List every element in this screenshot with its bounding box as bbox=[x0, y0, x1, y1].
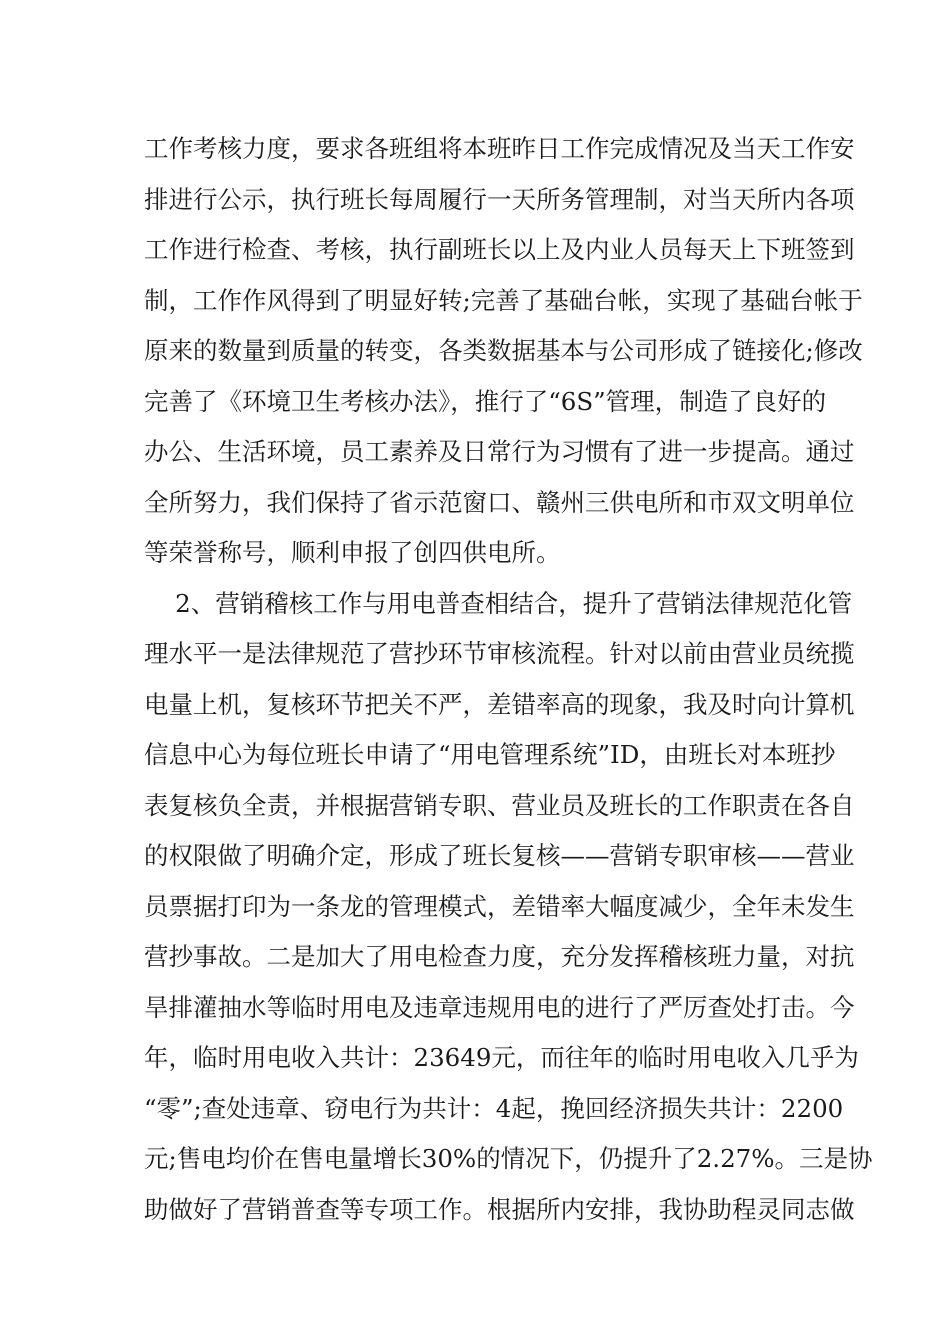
text-line: 排进行公示，执行班长每周履行一天所务管理制，对当天所内各项 bbox=[144, 184, 855, 214]
text-line: 助做好了营销普查等专项工作。根据所内安排，我协助程灵同志做 bbox=[144, 1194, 855, 1224]
paragraph-2 bbox=[144, 579, 873, 1236]
text-line: “零”;查处违章、窃电行为共计：4起，挽回经济损失共计：2200 bbox=[144, 1093, 844, 1123]
text-line: 完善了《环境卫生考核办法》，推行了“6S”管理，制造了良好的 bbox=[144, 386, 827, 416]
text-line: 2、营销稽核工作与用电普查相结合，提升了营销法律规范化管 bbox=[144, 588, 853, 618]
text-line: 原来的数量到质量的转变，各类数据基本与公司形成了链接化;修改 bbox=[144, 336, 863, 365]
text-line: 年，临时用电收入共计：23649元，而往年的临时用电收入几乎为 bbox=[144, 1043, 859, 1072]
text-line: 全所努力，我们保持了省示范窗口、赣州三供电所和市双文明单位 bbox=[144, 487, 855, 517]
text-line: 办公、生活环境，员工素养及日常行为习惯有了进一步提高。通过 bbox=[144, 437, 855, 466]
text-line: 营抄事故。二是加大了用电检查力度，充分发挥稽核班力量，对抗 bbox=[144, 942, 855, 971]
text-line: 工作考核力度，要求各班组将本班昨日工作完成情况及当天工作安 bbox=[144, 134, 855, 163]
paragraph-1 bbox=[144, 124, 863, 579]
body-text bbox=[144, 124, 873, 1235]
text-line: 元;售电均价在售电量增长30%的情况下，仍提升了2.27%。三是协 bbox=[144, 1144, 873, 1173]
text-line: 员票据打印为一条龙的管理模式，差错率大幅度减少，全年未发生 bbox=[144, 891, 855, 921]
text-line: 的权限做了明确介定，形成了班长复核——营销专职审核——营业 bbox=[144, 841, 855, 870]
text-line: 信息中心为每位班长申请了“用电管理系统”ID，由班长对本班抄 bbox=[144, 740, 836, 769]
text-line: 电量上机，复核环节把关不严，差错率高的现象，我及时向计算机 bbox=[144, 689, 855, 719]
text-line: 表复核负全责，并根据营销专职、营业员及班长的工作职责在各自 bbox=[144, 790, 855, 820]
text-line: 理水平一是法律规范了营抄环节审核流程。针对以前由营业员统揽 bbox=[144, 639, 855, 668]
text-line: 工作进行检查、考核，执行副班长以上及内业人员每天上下班签到 bbox=[144, 235, 855, 264]
text-line: 旱排灌抽水等临时用电及违章违规用电的进行了严厉查处打击。今 bbox=[144, 992, 855, 1022]
text-line: 制，工作作风得到了明显好转;完善了基础台帐，实现了基础台帐于 bbox=[144, 285, 863, 315]
text-line-last: 等荣誉称号，顺利申报了创四供电所。 bbox=[144, 538, 561, 567]
